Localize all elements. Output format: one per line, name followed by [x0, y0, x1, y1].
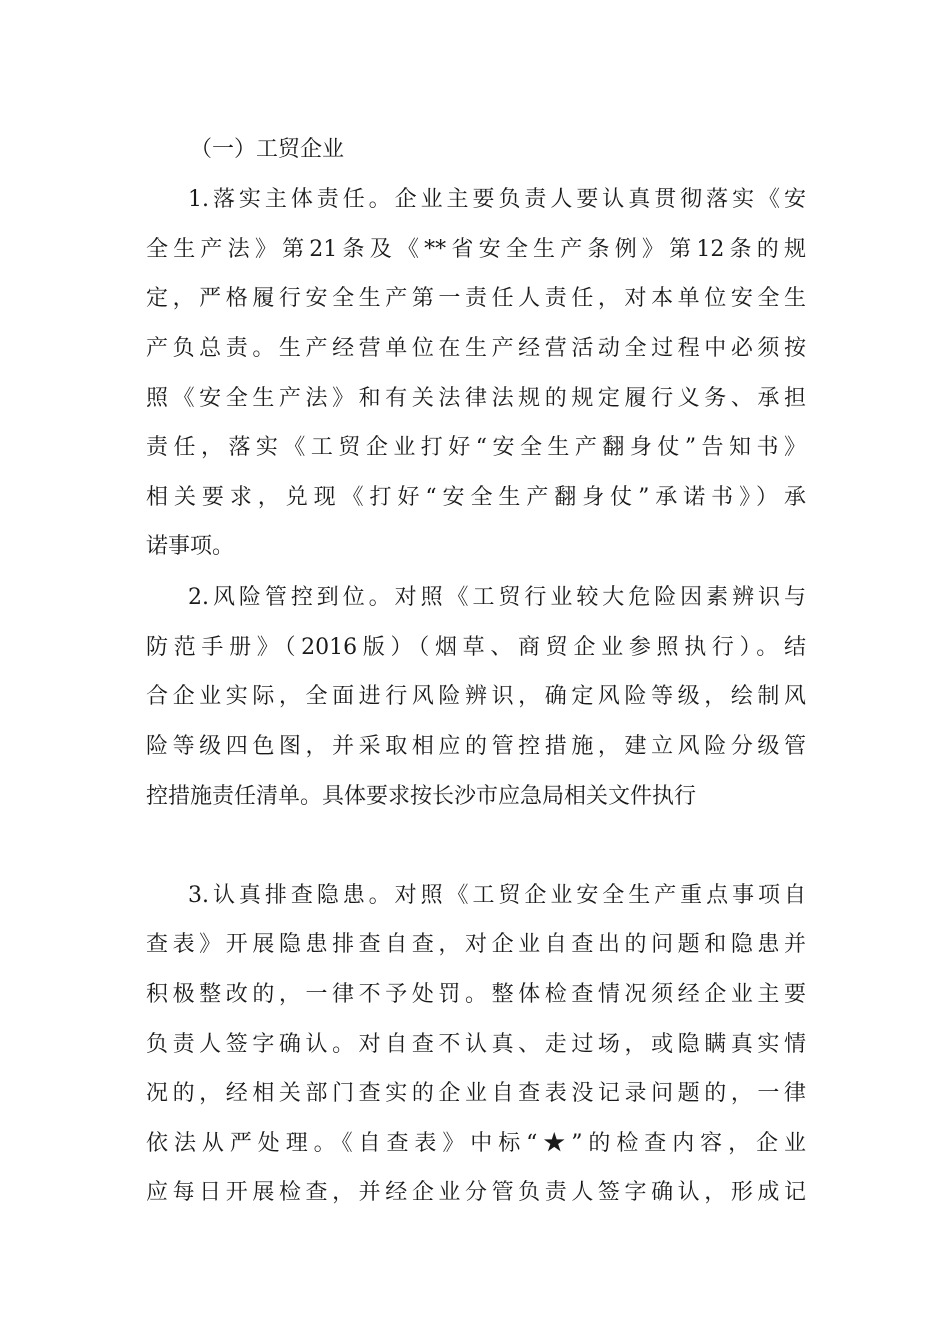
- paragraph-line: 应每日开展检查，并经企业分管负责人签字确认，形成记: [146, 1180, 806, 1205]
- paragraph-line: 依法从严处理。《自查表》中标“★”的检查内容，企业: [146, 1131, 806, 1156]
- paragraph-line: 控措施责任清单。具体要求按长沙市应急局相关文件执行: [146, 784, 697, 809]
- paragraph-line: 照《安全生产法》和有关法律法规的规定履行义务、承担: [146, 386, 806, 411]
- paragraph-line: 3.认真排查隐患。对照《工贸企业安全生产重点事项自: [188, 883, 806, 908]
- paragraph-line: 责任，落实《工贸企业打好“安全生产翻身仗”告知书》: [146, 435, 806, 460]
- paragraph-line: 产负总责。生产经营单位在生产经营活动全过程中必须按: [146, 336, 806, 361]
- paragraph-line: 况的，经相关部门查实的企业自查表没记录问题的，一律: [146, 1081, 806, 1106]
- paragraph-line: 2.风险管控到位。对照《工贸行业较大危险因素辨识与: [188, 585, 806, 610]
- section-heading: （一）工贸企业: [190, 137, 345, 162]
- paragraph-line: 防范手册》（2016版）（烟草、商贸企业参照执行）。结: [146, 635, 806, 660]
- paragraph-line: 定，严格履行安全生产第一责任人责任，对本单位安全生: [146, 286, 806, 311]
- paragraph-line: 相关要求，兑现《打好“安全生产翻身仗”承诺书》）承: [146, 485, 806, 510]
- paragraph-line: 积极整改的，一律不予处罚。整体检查情况须经企业主要: [146, 982, 806, 1007]
- paragraph-line: 全生产法》第21条及《**省安全生产条例》第12条的规: [146, 237, 806, 262]
- paragraph-line: 险等级四色图，并采取相应的管控措施，建立风险分级管: [146, 734, 806, 759]
- paragraph-line: 诺事项。: [146, 534, 235, 559]
- paragraph-line: 查表》开展隐患排查自查，对企业自查出的问题和隐患并: [146, 932, 806, 957]
- paragraph-line: 1.落实主体责任。企业主要负责人要认真贯彻落实《安: [188, 187, 806, 212]
- paragraph-line: 合企业实际，全面进行风险辨识，确定风险等级，绘制风: [146, 684, 806, 709]
- paragraph-line: 负责人签字确认。对自查不认真、走过场，或隐瞒真实情: [146, 1032, 806, 1057]
